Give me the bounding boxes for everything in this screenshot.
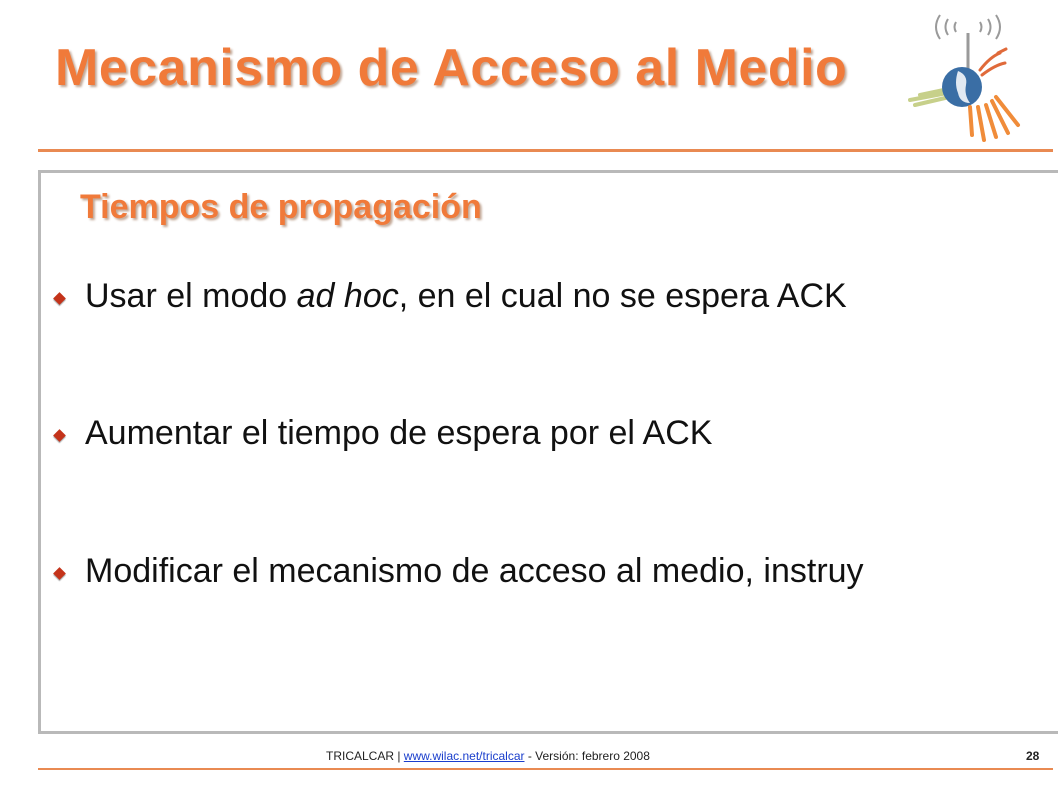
footer-link[interactable]: www.wilac.net/tricalcar xyxy=(403,749,525,763)
bullet-text: Aumentar el tiempo de espera por el ACK xyxy=(85,414,713,452)
diamond-bullet-icon xyxy=(53,292,66,305)
bullet-text: Modificar el mecanismo de acceso al medio, instruy xyxy=(85,552,864,590)
bullet-item xyxy=(52,413,1058,453)
diamond-bullet-icon xyxy=(53,429,66,442)
footer-text: TRICALCAR | www.wilac.net/tricalcar - Versión: febrero 2008 xyxy=(326,749,650,763)
slide-subtitle: Tiempos de propagación xyxy=(80,188,482,226)
footer-divider xyxy=(38,768,1053,770)
bullet-text: Usar el modo ad hoc, en el cual no se espera ACK xyxy=(85,277,847,315)
slide-title: Mecanismo de Acceso al Medio xyxy=(55,39,848,97)
page-number: 28 xyxy=(1026,749,1040,763)
diamond-bullet-icon xyxy=(53,567,66,580)
bullet-item xyxy=(52,551,1058,591)
globe-antenna-logo xyxy=(900,5,1050,155)
title-divider xyxy=(38,149,1053,152)
bullet-item xyxy=(52,276,1058,316)
